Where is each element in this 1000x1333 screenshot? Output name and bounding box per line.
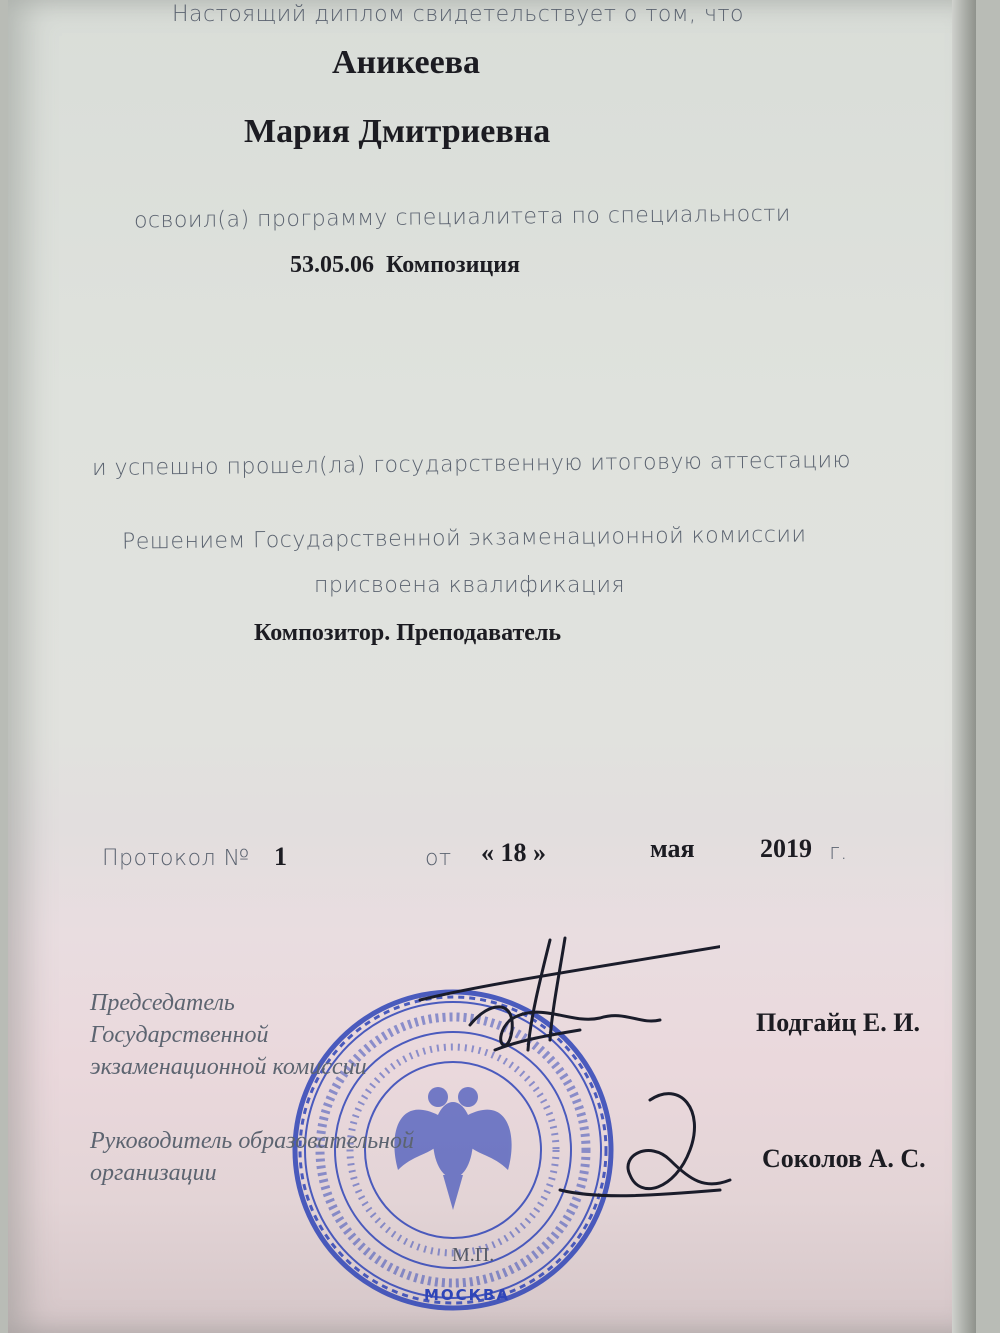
chairman-name: Подгайц Е. И. <box>756 1008 920 1037</box>
header-line: Настоящий диплом свидетельствует о том, что <box>172 2 745 27</box>
protocol-year-suffix: г. <box>829 840 848 865</box>
recipient-surname: Аникеева <box>332 44 481 81</box>
protocol-month: мая <box>650 834 695 863</box>
head-signature <box>540 1060 760 1240</box>
protocol-label: Протокол № <box>102 846 250 871</box>
program-line: освоил(а) программу специалитета по специальности <box>133 201 791 234</box>
qualification: Композитор. Преподаватель <box>254 620 562 646</box>
recipient-given-names: Мария Дмитриевна <box>244 113 551 150</box>
protocol-year: 2019 <box>760 834 812 863</box>
specialty-code-name: 53.05.06 Композиция <box>290 252 521 278</box>
qualification-intro: присвоена квалификация <box>314 573 625 598</box>
commission-decision-line: Решением Государственной экзаменационной комиссии <box>121 522 807 555</box>
protocol-from-label: от <box>425 846 452 871</box>
head-title-line1: Руководитель образовательной <box>90 1128 415 1154</box>
seal-place-mark: М.П. <box>452 1244 495 1266</box>
chairman-title-line1: Председатель <box>90 990 235 1016</box>
head-name: Соколов А. С. <box>762 1144 926 1173</box>
head-title-line2: организации <box>90 1160 217 1186</box>
page-edge <box>952 0 976 1333</box>
seal-city: МОСКВА <box>424 1286 510 1304</box>
attestation-line: и успешно прошел(ла) государственную итоговую аттестацию <box>91 448 852 481</box>
protocol-number: 1 <box>274 842 287 871</box>
chairman-title-line3: экзаменационной комиссии <box>90 1054 367 1080</box>
chairman-title-line2: Государственной <box>90 1022 269 1048</box>
protocol-day: « 18 » <box>481 838 546 867</box>
